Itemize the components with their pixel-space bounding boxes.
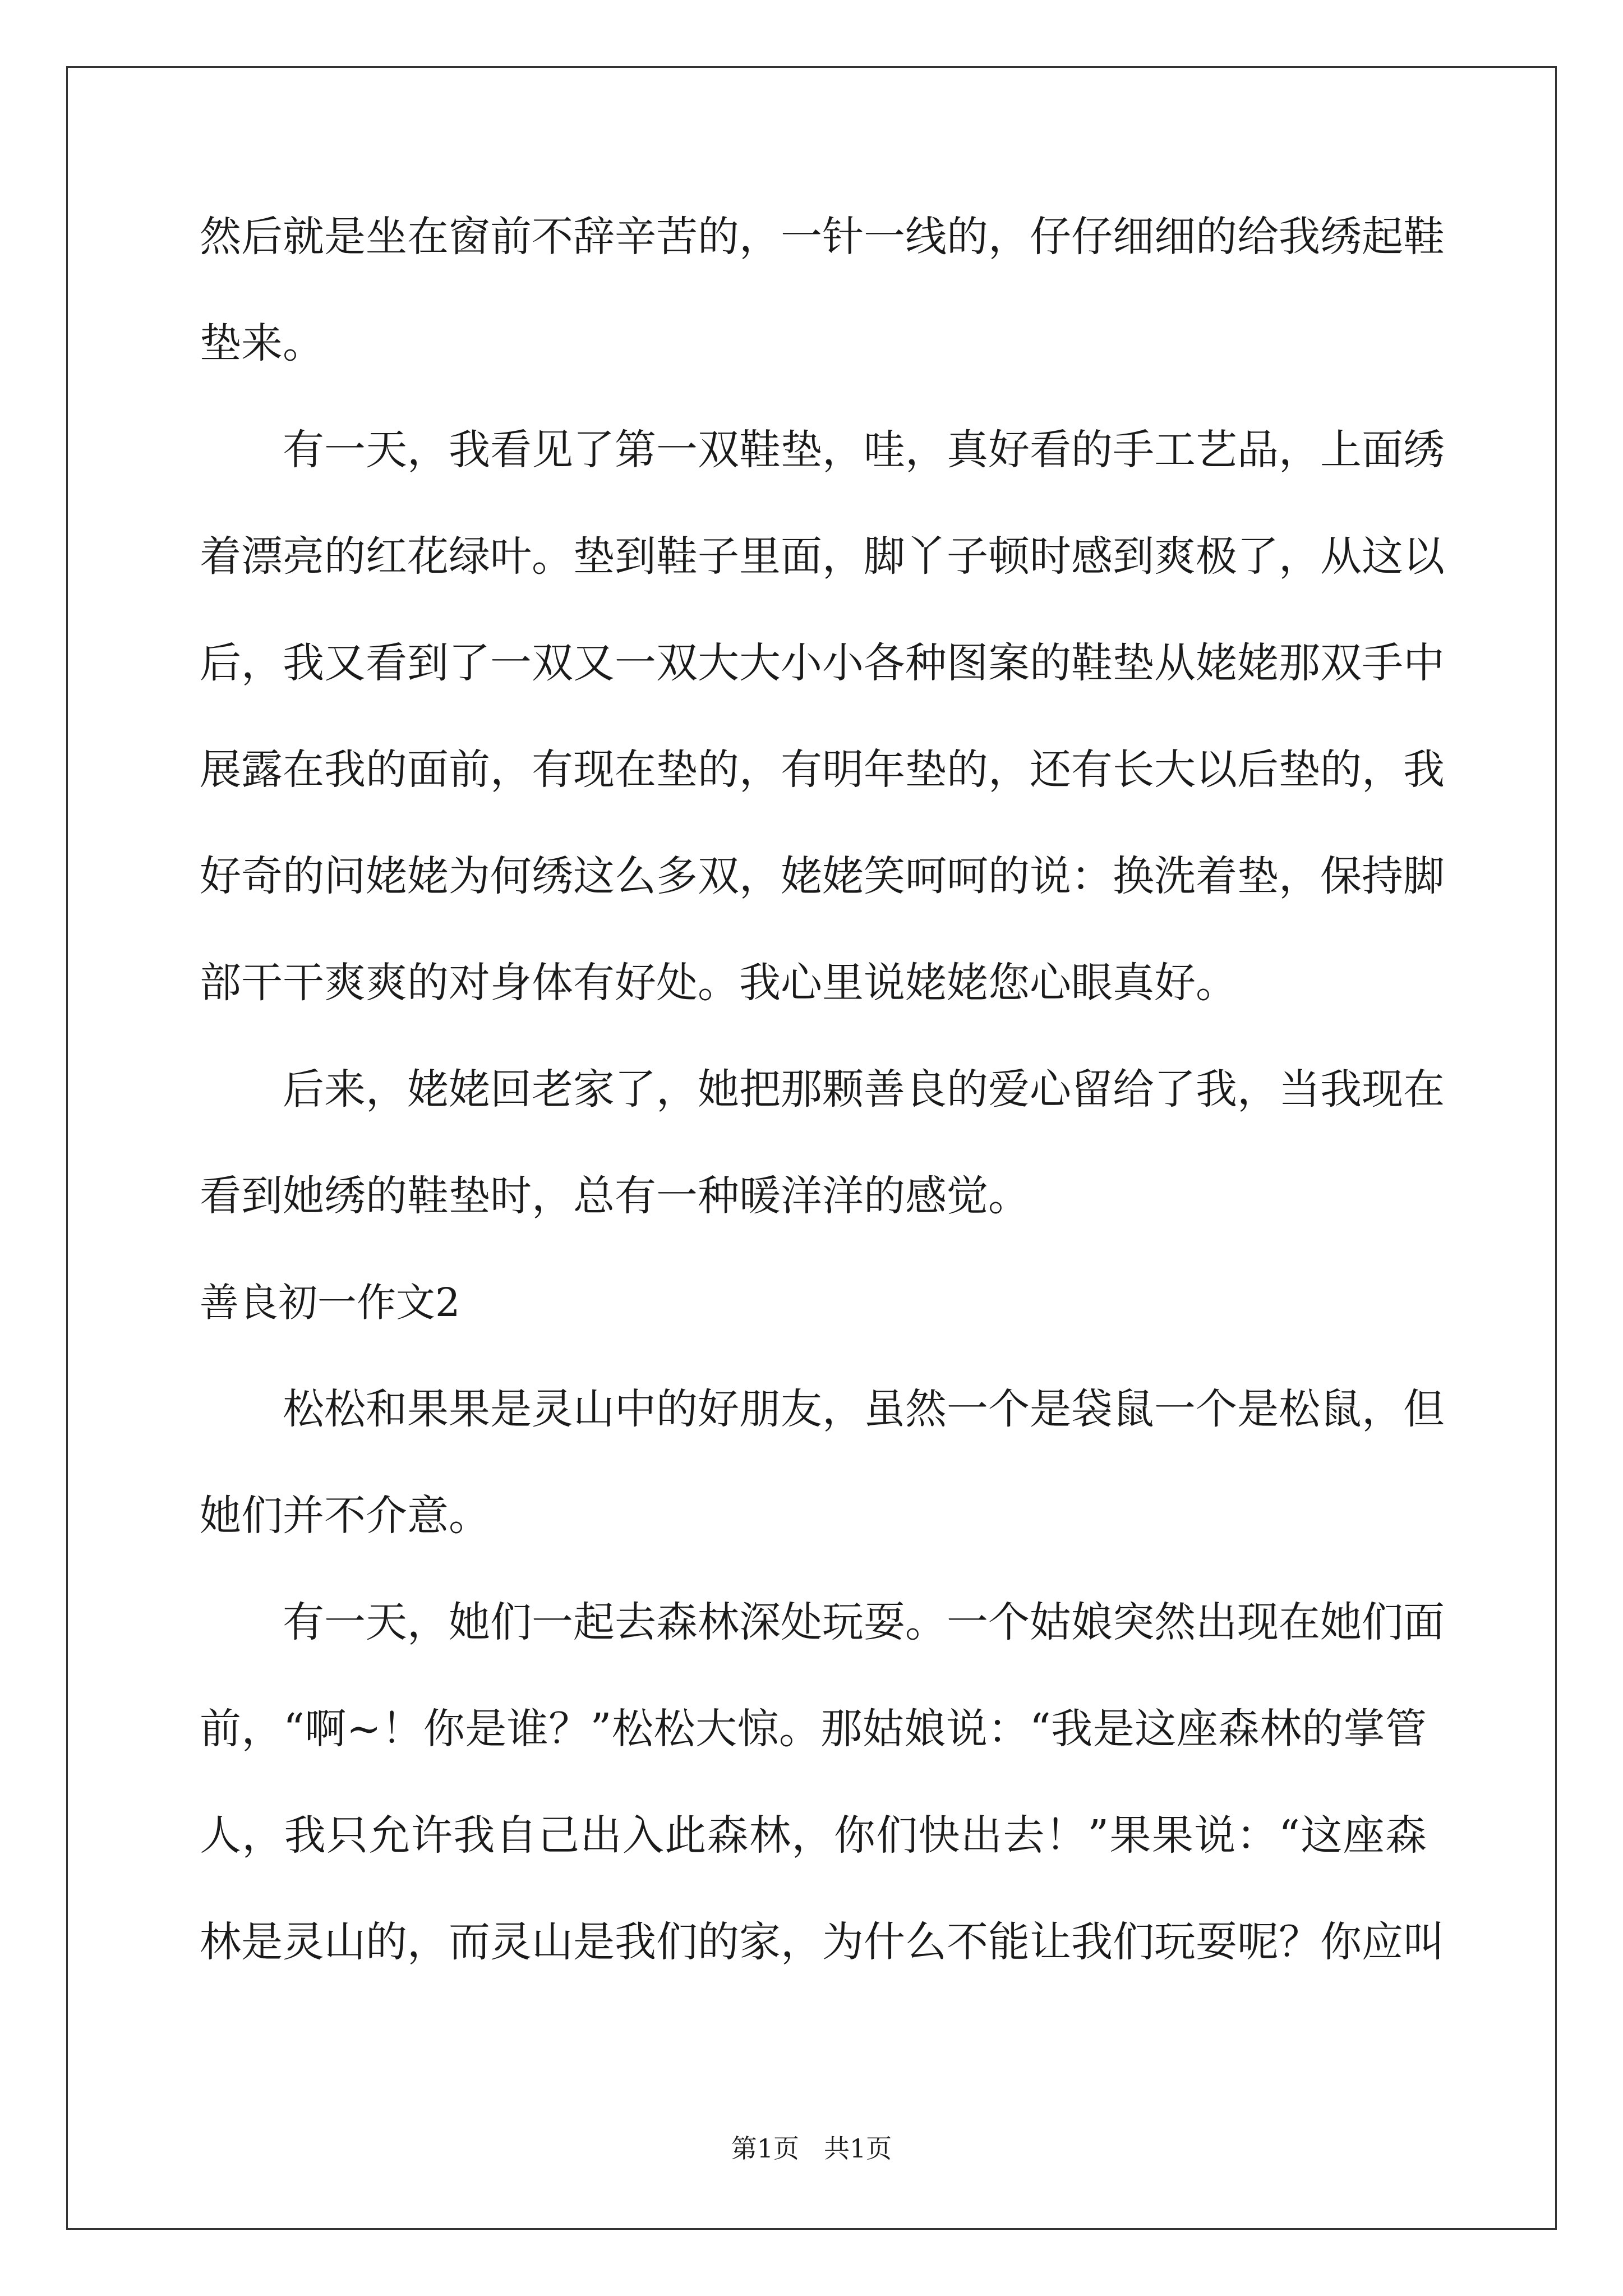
paragraph-start-line: 松松和果果是灵山中的好朋友，虽然一个是袋鼠一个是松鼠，但	[283, 1385, 1445, 1433]
page-number-total: 共1页	[823, 2133, 892, 2164]
text-line: 展露在我的面前，有现在垫的，有明年垫的，还有长大以后垫的，我	[200, 746, 1445, 794]
text-line: 部干干爽爽的对身体有好处。我心里说姥姥您心眼真好。	[200, 959, 1237, 1007]
text-line: 林是灵山的，而灵山是我们的家，为什么不能让我们玩耍呢？你应叫	[200, 1918, 1445, 1966]
page-footer	[0, 2132, 1623, 2165]
page-number-current: 第1页	[731, 2133, 800, 2164]
text-line: 好奇的问姥姥为何绣这么多双，姥姥笑呵呵的说：换洗着垫，保持脚	[200, 852, 1445, 900]
text-line: 垫来。	[200, 319, 324, 367]
text-line: 前，“啊~！你是谁？”松松大惊。那姑娘说：“我是这座森林的掌管	[200, 1705, 1427, 1753]
paragraph-start-line: 有一天，我看见了第一双鞋垫，哇，真好看的手工艺品，上面绣	[283, 426, 1445, 474]
paragraph-start-line: 有一天，她们一起去森林深处玩耍。一个姑娘突然出现在她们面	[283, 1598, 1445, 1646]
text-line: 然后就是坐在窗前不辞辛苦的，一针一线的，仔仔细细的给我绣起鞋	[200, 213, 1445, 261]
section-heading: 善良初一作文2	[200, 1280, 460, 1326]
text-line: 着漂亮的红花绿叶。垫到鞋子里面，脚丫子顿时感到爽极了，从这以	[200, 532, 1445, 581]
paragraph-start-line: 后来，姥姥回老家了，她把那颗善良的爱心留给了我，当我现在	[283, 1065, 1445, 1114]
text-line: 看到她绣的鞋垫时，总有一种暖洋洋的感觉。	[200, 1172, 1030, 1220]
text-line: 后，我又看到了一双又一双大大小小各种图案的鞋垫从姥姥那双手中	[200, 639, 1445, 687]
document-body	[200, 203, 1445, 2015]
text-line: 人，我只允许我自己出入此森林，你们快出去！”果果说：“这座森	[200, 1811, 1427, 1860]
text-line: 她们并不介意。	[200, 1492, 490, 1540]
